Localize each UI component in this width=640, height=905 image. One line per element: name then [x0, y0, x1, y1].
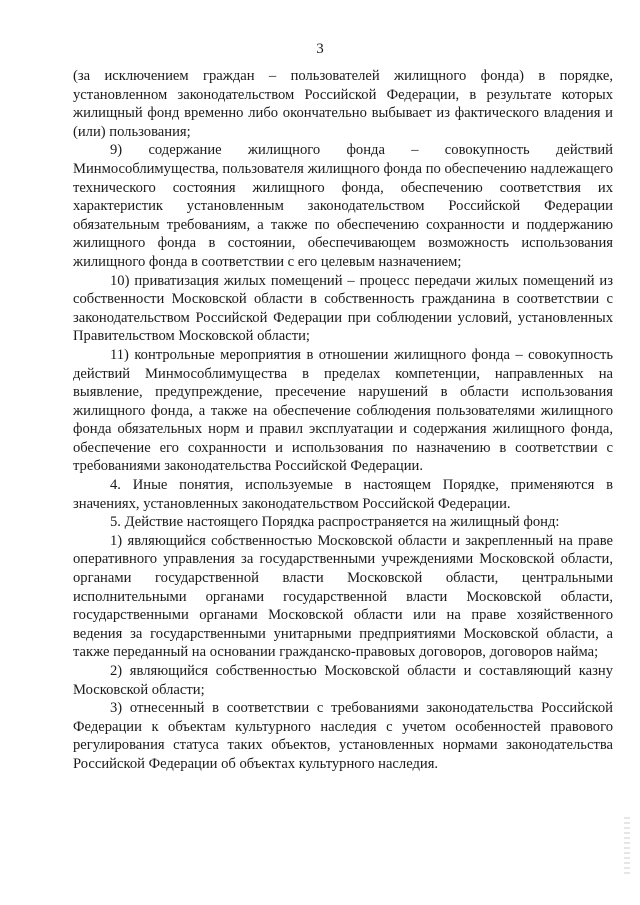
document-body — [73, 67, 613, 774]
paragraph-item-10: 10) приватизация жилых помещений – процесс передачи жилых помещений из собственности Московской области в собственность гражданина в соответствии с законодательством Российской Федерации при соблюдении условий, установленных Правительством Московской области; — [73, 272, 613, 345]
paragraph-subitem-3: 3) отнесенный в соответствии с требованиями законодательства Российской Федерации к объектам культурного наследия с учетом особенностей правового регулирования статуса таких объектов, установленных нормами законодательства Российской Федерации об объектах культурного наследия. — [73, 700, 613, 772]
paragraph-section-5: 5. Действие настоящего Порядка распространяется на жилищный фонд: — [110, 514, 560, 531]
paragraph-subitem-2: 2) являющийся собственностью Московской области и составляющий казну Московской области; — [73, 663, 613, 698]
paragraph-continuation: (за исключением граждан – пользователей жилищного фонда) в порядке, установленном законодательством Российской Федерации, в результате которых жилищный фонд временно либо окончательно выбывает из фактического владения и (или) пользования; — [73, 68, 613, 140]
paragraph-subitem-1: 1) являющийся собственностью Московской области и закрепленный на праве оперативного управления за государственными учреждениями Московской области, органами государственной власти Московской области, центральными исполнительными органами государственной власти Московской области, государственными органами Московской области или на праве хозяйственного ведения за государственными унитарными предприятиями Московской области, а также переданный на основании гражданско-правовых договоров, договоров найма; — [73, 532, 613, 661]
paragraph-section-4: 4. Иные понятия, используемые в настоящем Порядке, применяются в значениях, установленных законодательством Российской Федерации. — [73, 477, 613, 512]
paragraph-item-11: 11) контрольные мероприятия в отношении жилищного фонда – совокупность действий Минмособлимущества в пределах компетенции, направленных на выявление, предупреждение, пресечение нарушений в области использования жилищного фонда, а также на обеспечение соблюдения пользователями жилищного фонда обязательных норм и правил эксплуатации и содержания жилищного фонда, обеспечение его сохранности и использования по назначению в соответствии с требованиями законодательства Российской Федерации. — [73, 346, 613, 475]
page-number: 3 — [316, 41, 324, 57]
paragraph-item-9: 9) содержание жилищного фонда – совокупность действий Минмособлимущества, пользователя жилищного фонда по обеспечению надлежащего технического состояния жилищного фонда, обеспечению соответствия их характеристик установленным законодательством Российской Федерации обязательным требованиям, а также по обеспечению сохранности и поддержанию жилищного фонда в состоянии, обеспечивающем возможность использования жилищного фонда в соответствии с его целевым назначением; — [73, 142, 613, 270]
margin-scan-mark — [624, 817, 630, 877]
